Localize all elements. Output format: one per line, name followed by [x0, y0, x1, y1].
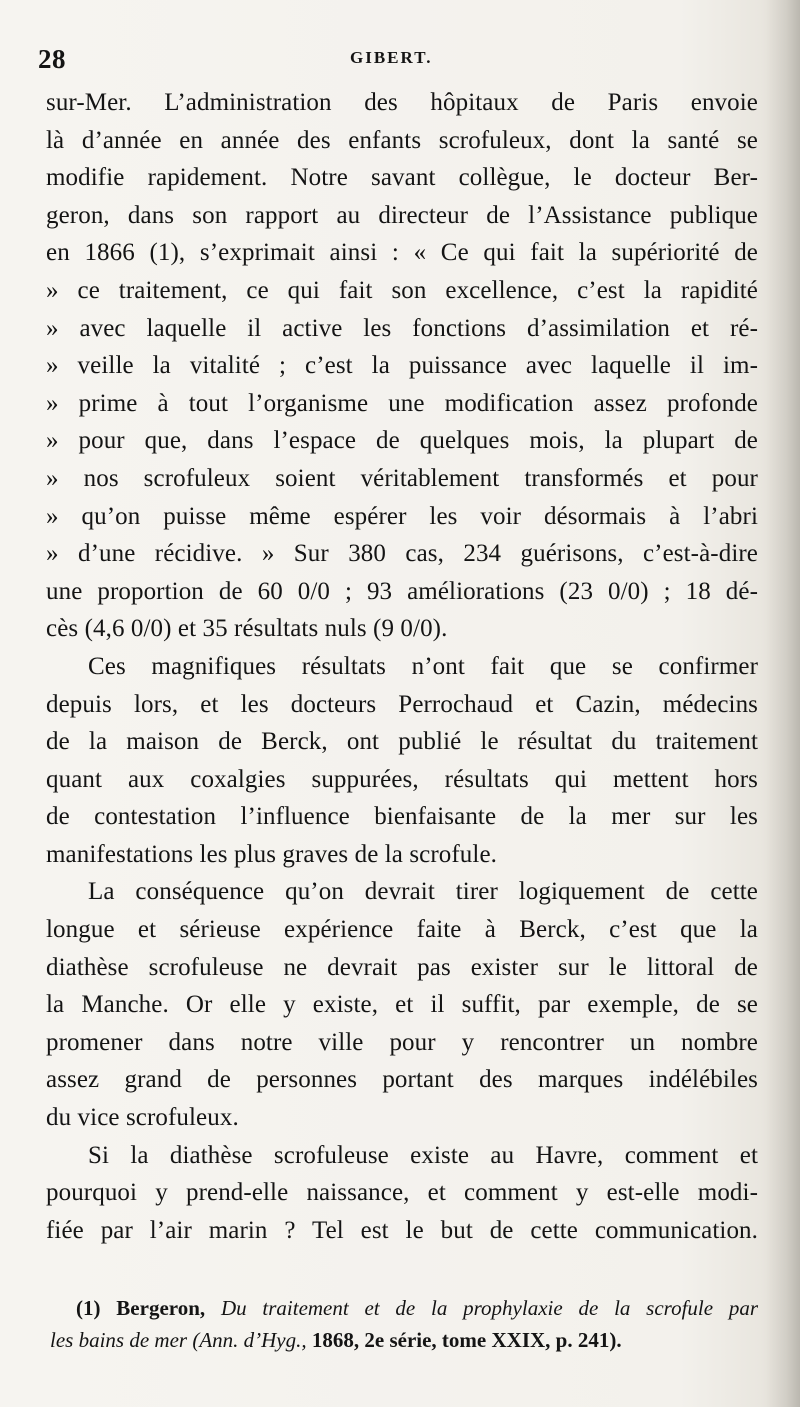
text-line: fiée par l’air marin ? Tel est le but de cette communication.	[46, 1216, 758, 1244]
text-line: La conséquence qu’on devrait tirer logiquement de cette	[88, 878, 758, 906]
footnote	[50, 1292, 758, 1356]
text-line: » nos scrofuleux soient véritablement transformés et pour	[46, 464, 758, 492]
footnote-title-cont: les bains de mer	[50, 1328, 188, 1352]
text-line: longue et sérieuse expérience faite à Berck, c’est que la	[46, 916, 758, 944]
footnote-title: Du traitement et de la prophylaxie de la scrofule par	[220, 1296, 759, 1320]
text-line: » ce traitement, ce qui fait son excellence, c’est la rapidité	[46, 276, 758, 304]
text-line: depuis lors, et les docteurs Perrochaud et Cazin, médecins	[46, 690, 758, 718]
text-line: là d’année en année des enfants scrofuleux, dont la santé se	[46, 126, 758, 154]
footnote-details: 1868, 2e série, tome XXIX, p. 241).	[311, 1328, 622, 1352]
text-line: » d’une récidive. » Sur 380 cas, 234 guérisons, c’est-à-dire	[46, 540, 758, 568]
page-number: 28	[38, 44, 66, 74]
text-line: quant aux coxalgies suppurées, résultats qui mettent hors	[46, 765, 758, 793]
text-line: geron, dans son rapport au directeur de l’Assistance publique	[46, 201, 758, 229]
footnote-marker: (1)	[76, 1296, 101, 1320]
text-line: promener dans notre ville pour y rencontrer un nombre	[46, 1028, 758, 1056]
text-line: » pour que, dans l’espace de quelques mois, la plupart de	[46, 427, 758, 455]
footnote-author: Bergeron,	[116, 1296, 206, 1320]
text-line: » veille la vitalité ; c’est la puissance avec laquelle il im-	[46, 352, 758, 380]
text-line: du vice scrofuleux.	[46, 1104, 239, 1132]
footnote-line	[50, 1324, 758, 1356]
text-line: » qu’on puisse même espérer les voir désormais à l’abri	[46, 502, 758, 530]
footnote-journal: (Ann. d’Hyg.,	[192, 1328, 307, 1352]
body-text	[46, 84, 758, 1249]
page-header	[38, 44, 758, 78]
text-line: » avec laquelle il active les fonctions d’assimilation et ré-	[46, 314, 758, 342]
text-line: cès (4,6 0/0) et 35 résultats nuls (9 0/0).	[46, 615, 448, 643]
text-line: diathèse scrofuleuse ne devrait pas exister sur le littoral de	[46, 953, 758, 981]
text-line: sur-Mer. L’administration des hôpitaux de Paris envoie	[46, 89, 758, 116]
text-line: » prime à tout l’organisme une modification assez profonde	[46, 389, 758, 417]
text-line: Ces magnifiques résultats n’ont fait que se confirmer	[88, 652, 758, 680]
text-line: la Manche. Or elle y existe, et il suffit, par exemple, de se	[46, 991, 758, 1019]
text-line: assez grand de personnes portant des marques indélébiles	[46, 1066, 758, 1094]
text-line: de contestation l’influence bienfaisante de la mer sur les	[46, 803, 758, 831]
text-line: manifestations les plus graves de la scrofule.	[46, 840, 497, 868]
text-line: de la maison de Berck, ont publié le résultat du traitement	[46, 728, 758, 756]
text-line: Si la diathèse scrofuleuse existe au Havre, comment et	[88, 1141, 758, 1169]
footnote-line	[50, 1292, 758, 1324]
text-line: une proportion de 60 0/0 ; 93 améliorations (23 0/0) ; 18 dé-	[46, 577, 758, 605]
text-line: en 1866 (1), s’exprimait ainsi : « Ce qui fait la supériorité de	[46, 239, 758, 267]
text-line: modifie rapidement. Notre savant collègue, le docteur Ber-	[46, 164, 758, 192]
running-head: GIBERT.	[350, 48, 433, 67]
page-edge-shadow	[766, 0, 800, 1407]
text-line: pourquoi y prend-elle naissance, et comment y est-elle modi-	[46, 1179, 758, 1207]
